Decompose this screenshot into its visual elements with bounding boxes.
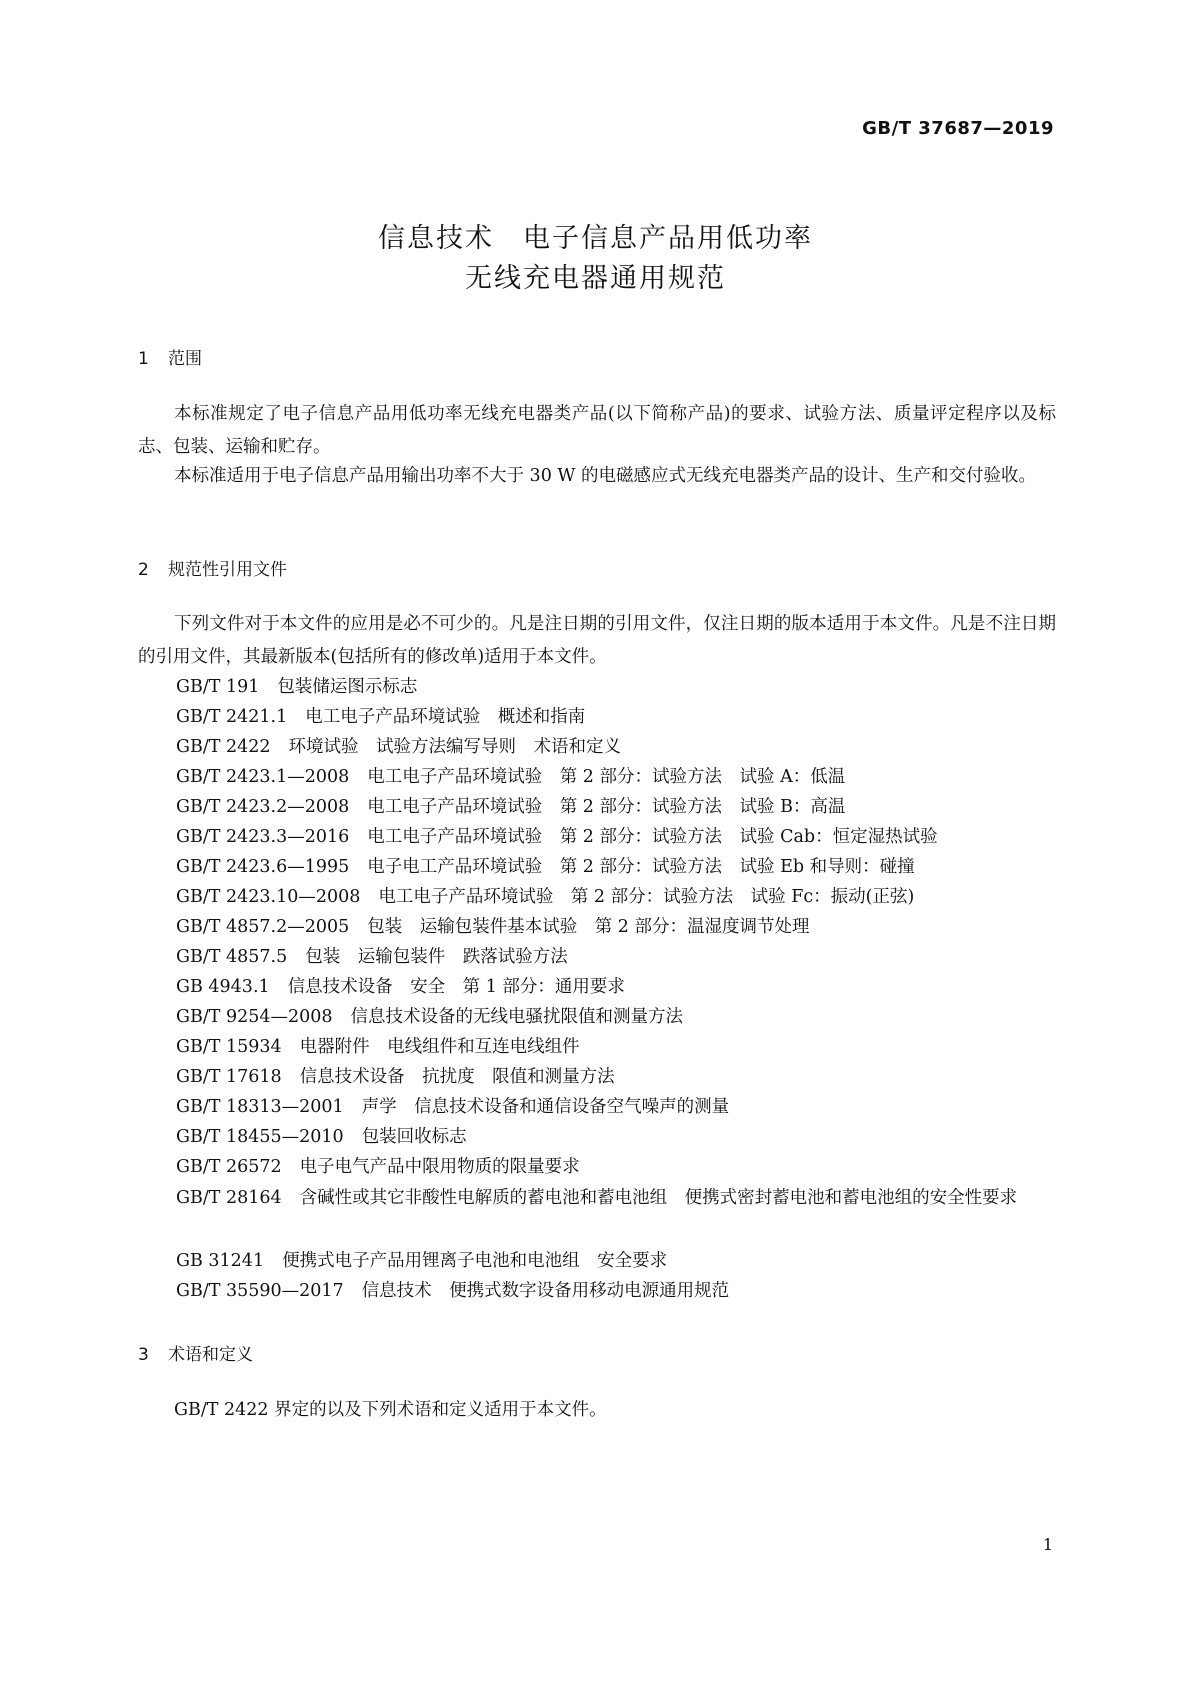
reference-code: GB/T 17618 bbox=[176, 1067, 282, 1087]
reference-title: 电器附件 电线组件和互连电线组件 bbox=[299, 1037, 580, 1057]
reference-title: 电工电子产品环境试验 第 2 部分：试验方法 试验 Fc：振动(正弦) bbox=[378, 887, 915, 907]
reference-title: 信息技术设备 安全 第 1 部分：通用要求 bbox=[287, 977, 625, 997]
reference-code: GB/T 191 bbox=[176, 677, 260, 697]
reference-item bbox=[176, 1092, 1056, 1122]
reference-item bbox=[176, 732, 1056, 762]
section-3-paragraph: GB/T 2422 界定的以及下列术语和定义适用于本文件。 bbox=[174, 1400, 607, 1420]
reference-code: GB/T 2423.10—2008 bbox=[176, 887, 361, 907]
reference-item bbox=[176, 942, 1056, 972]
reference-code: GB/T 4857.5 bbox=[176, 947, 288, 967]
reference-item bbox=[176, 672, 1056, 702]
section-title: 规范性引用文件 bbox=[168, 560, 287, 580]
reference-code: GB/T 26572 bbox=[176, 1157, 282, 1177]
reference-code: GB/T 2423.2—2008 bbox=[176, 797, 350, 817]
reference-item bbox=[176, 1246, 1056, 1276]
reference-title: 电工电子产品环境试验 第 2 部分：试验方法 试验 B：高温 bbox=[367, 797, 846, 817]
reference-item bbox=[176, 852, 1056, 882]
reference-item bbox=[176, 822, 1056, 852]
standard-code: GB/T 37687—2019 bbox=[862, 118, 1054, 139]
section-title: 术语和定义 bbox=[168, 1345, 253, 1365]
section-number: 1 bbox=[138, 349, 149, 369]
reference-title: 包装 运输包装件 跌落试验方法 bbox=[305, 947, 568, 967]
reference-item bbox=[176, 972, 1056, 1002]
reference-item bbox=[176, 1062, 1056, 1092]
reference-title: 电子电气产品中限用物质的限量要求 bbox=[299, 1157, 580, 1177]
reference-title: 包装回收标志 bbox=[361, 1127, 467, 1147]
reference-title: 信息技术 便携式数字设备用移动电源通用规范 bbox=[361, 1281, 730, 1301]
reference-item bbox=[176, 792, 1056, 822]
reference-code: GB/T 2423.6—1995 bbox=[176, 857, 350, 877]
section-1-paragraph-2: 本标准适用于电子信息产品用输出功率不大于 30 W 的电磁感应式无线充电器类产品的设计、生产和交付验收。 bbox=[174, 466, 1036, 486]
reference-code: GB/T 9254—2008 bbox=[176, 1007, 333, 1027]
reference-item bbox=[176, 1032, 1056, 1062]
section-2-intro: 下列文件对于本文件的应用是必不可少的。凡是注日期的引用文件，仅注日期的版本适用于本文件。凡是不注日期的引用文件，其最新版本(包括所有的修改单)适用于本文件。 bbox=[138, 614, 1056, 667]
section-3-heading bbox=[138, 1340, 253, 1365]
reference-title: 包装 运输包装件基本试验 第 2 部分：温湿度调节处理 bbox=[367, 917, 810, 937]
section-title: 范围 bbox=[168, 349, 202, 369]
section-1-heading bbox=[138, 344, 202, 369]
document-title-line-1: 信息技术 电子信息产品用低功率 bbox=[378, 223, 813, 254]
reference-title: 便携式电子产品用锂离子电池和电池组 安全要求 bbox=[282, 1251, 668, 1271]
reference-code: GB/T 2422 bbox=[176, 737, 271, 757]
reference-item bbox=[176, 912, 1056, 942]
page-number: 1 bbox=[1042, 1535, 1053, 1554]
reference-code: GB/T 2423.3—2016 bbox=[176, 827, 350, 847]
reference-title: 电工电子产品环境试验 概述和指南 bbox=[305, 707, 586, 727]
reference-code: GB/T 2423.1—2008 bbox=[176, 767, 350, 787]
reference-item bbox=[138, 1182, 1056, 1215]
document-title-line-2: 无线充电器通用规范 bbox=[465, 263, 726, 294]
reference-title: 电子电工产品环境试验 第 2 部分：试验方法 试验 Eb 和导则：碰撞 bbox=[367, 857, 915, 877]
reference-item bbox=[176, 702, 1056, 732]
reference-code: GB/T 2421.1 bbox=[176, 707, 288, 727]
section-2-heading bbox=[138, 555, 287, 580]
reference-item bbox=[176, 882, 1056, 912]
reference-code: GB 4943.1 bbox=[176, 977, 270, 997]
reference-item bbox=[176, 1122, 1056, 1152]
reference-item bbox=[176, 1152, 1056, 1182]
reference-title: 电工电子产品环境试验 第 2 部分：试验方法 试验 Cab：恒定湿热试验 bbox=[367, 827, 938, 847]
reference-title: 信息技术设备 抗扰度 限值和测量方法 bbox=[299, 1067, 615, 1087]
reference-code: GB/T 4857.2—2005 bbox=[176, 917, 350, 937]
reference-code: GB/T 28164 bbox=[176, 1188, 282, 1208]
reference-title: 含碱性或其它非酸性电解质的蓄电池和蓄电池组 便携式密封蓄电池和蓄电池组的安全性要求 bbox=[299, 1188, 1018, 1208]
reference-title: 信息技术设备的无线电骚扰限值和测量方法 bbox=[350, 1007, 684, 1027]
section-1-paragraph-1: 本标准规定了电子信息产品用低功率无线充电器类产品(以下简称产品)的要求、试验方法、质量评定程序以及标志、包装、运输和贮存。 bbox=[138, 404, 1056, 457]
reference-title: 电工电子产品环境试验 第 2 部分：试验方法 试验 A：低温 bbox=[367, 767, 846, 787]
section-number: 2 bbox=[138, 560, 149, 580]
reference-item bbox=[176, 1002, 1056, 1032]
reference-item bbox=[176, 1276, 1056, 1306]
reference-title: 包装储运图示标志 bbox=[277, 677, 418, 697]
reference-title: 声学 信息技术设备和通信设备空气噪声的测量 bbox=[361, 1097, 730, 1117]
reference-code: GB/T 15934 bbox=[176, 1037, 282, 1057]
reference-code: GB 31241 bbox=[176, 1251, 265, 1271]
reference-item bbox=[176, 762, 1056, 792]
reference-code: GB/T 18313—2001 bbox=[176, 1097, 344, 1117]
reference-code: GB/T 35590—2017 bbox=[176, 1281, 344, 1301]
reference-code: GB/T 18455—2010 bbox=[176, 1127, 344, 1147]
reference-title: 环境试验 试验方法编写导则 术语和定义 bbox=[288, 737, 622, 757]
section-number: 3 bbox=[138, 1345, 149, 1365]
